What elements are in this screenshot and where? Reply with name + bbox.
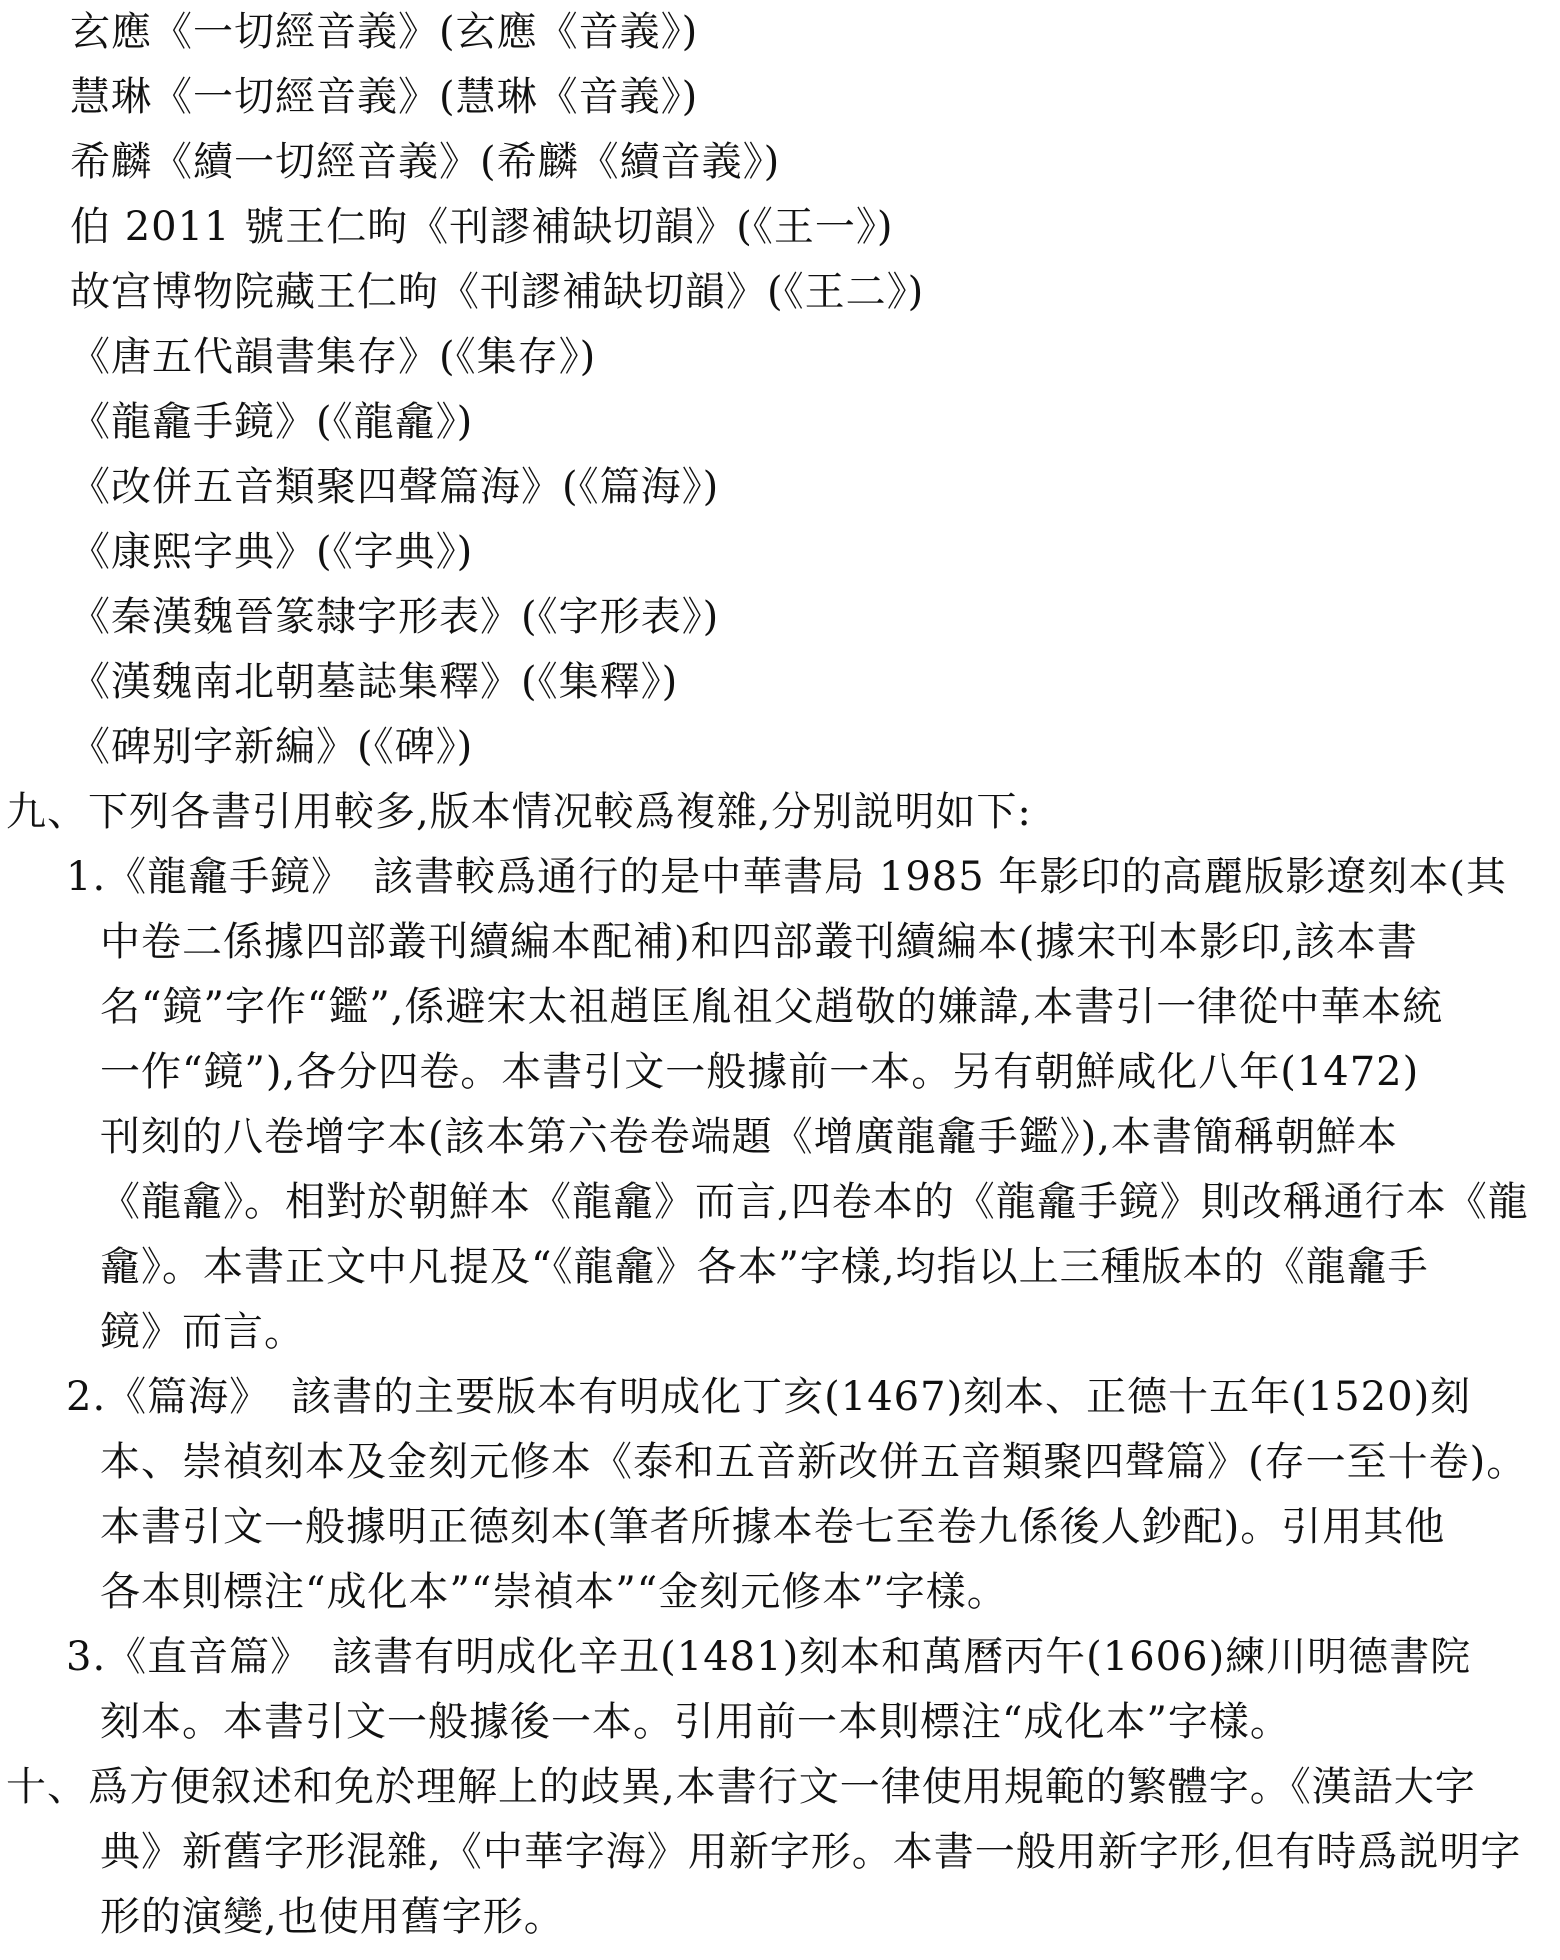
item-2-line: 各本則標注“成化本”“崇禎本”“金刻元修本”字樣。 <box>100 1569 1008 1615</box>
abbreviation-line: 《秦漢魏晉篆隸字形表》(《字形表》) <box>70 594 720 640</box>
section-10-line: 典》新舊字形混雜,《中華字海》用新字形。本書一般用新字形,但有時爲説明字 <box>100 1829 1522 1875</box>
item-1-line: 名“鏡”字作“鑑”,係避宋太祖趙匡胤祖父趙敬的嫌諱,本書引一律從中華本統 <box>100 984 1444 1030</box>
abbreviation-line: 《康熙字典》(《字典》) <box>70 529 474 575</box>
abbreviation-line: 《漢魏南北朝墓誌集釋》(《集釋》) <box>70 659 679 705</box>
item-1-line: 龕》。本書正文中凡提及“《龍龕》各本”字樣,均指以上三種版本的《龍龕手 <box>100 1244 1429 1290</box>
item-2-line: 本、崇禎刻本及金刻元修本《泰和五音新改併五音類聚四聲篇》(存一至十卷)。 <box>100 1439 1528 1485</box>
section-10-line: 十、爲方便叙述和免於理解上的歧異,本書行文一律使用規範的繁體字。《漢語大字 <box>6 1764 1476 1810</box>
abbreviation-line: 伯 2011 號王仁昫《刊謬補缺切韻》(《王一》) <box>70 204 894 250</box>
abbreviation-line: 《改併五音類聚四聲篇海》(《篇海》) <box>70 464 720 510</box>
abbreviation-line: 《碑别字新編》(《碑》) <box>70 724 474 770</box>
abbreviation-line: 玄應《一切經音義》(玄應《音義》) <box>70 9 699 55</box>
abbreviation-line: 《唐五代韻書集存》(《集存》) <box>70 334 597 380</box>
item-2-line: 本書引文一般據明正德刻本(筆者所據本卷七至卷九係後人鈔配)。引用其他 <box>100 1504 1446 1550</box>
item-1-line: 刊刻的八卷增字本(該本第六卷卷端題《增廣龍龕手鑑》),本書簡稱朝鮮本 <box>100 1114 1398 1160</box>
abbreviation-line: 慧琳《一切經音義》(慧琳《音義》) <box>70 74 699 120</box>
abbreviation-line: 《龍龕手鏡》(《龍龕》) <box>70 399 474 445</box>
section-9-heading: 九、下列各書引用較多,版本情况較爲複雜,分别説明如下: <box>6 789 1032 835</box>
item-1-line: 《龍龕》。相對於朝鮮本《龍龕》而言,四卷本的《龍龕手鏡》則改稱通行本《龍 <box>100 1179 1529 1225</box>
abbreviation-line: 希麟《續一切經音義》(希麟《續音義》) <box>70 139 781 185</box>
item-1-line: 一作“鏡”),各分四卷。本書引文一般據前一本。另有朝鮮咸化八年(1472) <box>100 1049 1420 1095</box>
section-10-line: 形的演變,也使用舊字形。 <box>100 1894 565 1940</box>
item-1-line: 中卷二係據四部叢刊續編本配補)和四部叢刊續編本(據宋刊本影印,該本書 <box>100 919 1418 965</box>
item-1-line: 鏡》而言。 <box>100 1309 305 1355</box>
item-2-line: 2.《篇海》 該書的主要版本有明成化丁亥(1467)刻本、正德十五年(1520)刻 <box>66 1374 1472 1420</box>
abbreviation-line: 故宫博物院藏王仁昫《刊謬補缺切韻》(《王二》) <box>70 269 925 315</box>
item-3-line: 刻本。本書引文一般據後一本。引用前一本則標注“成化本”字樣。 <box>100 1699 1291 1745</box>
item-3-line: 3.《直音篇》 該書有明成化辛丑(1481)刻本和萬曆丙午(1606)練川明德書院 <box>66 1634 1472 1680</box>
item-1-line: 1.《龍龕手鏡》 該書較爲通行的是中華書局 1985 年影印的高麗版影遼刻本(其 <box>66 854 1507 900</box>
